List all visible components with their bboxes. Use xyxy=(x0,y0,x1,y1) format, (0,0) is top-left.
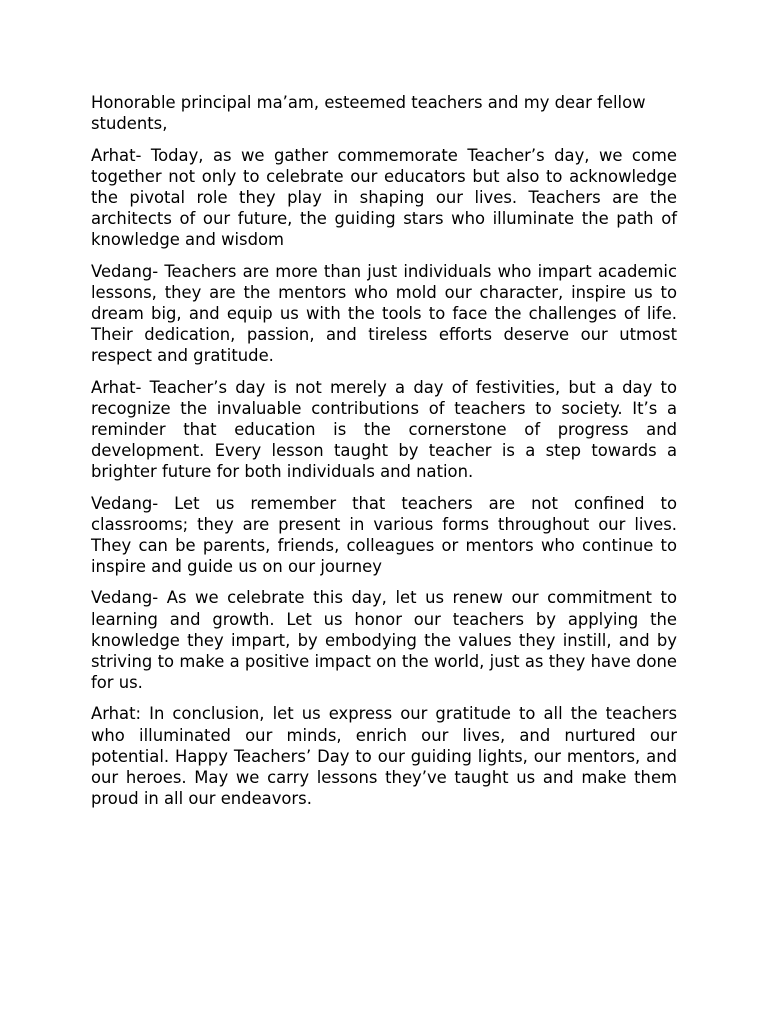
vedang-commitment-paragraph: Vedang- As we celebrate this day, let us renew our commitment to learning and growth. Let us honor our teachers by applying the knowledge they impart, by embodying the values they instill, and by striving to make a positive impact on the world, just as they have done for us. xyxy=(91,588,677,692)
document-page xyxy=(91,92,677,819)
arhat-festivities-paragraph: Arhat- Teacher’s day is not merely a day of festivities, but a day to recognize the invaluable contributions of teachers to society. It’s a reminder that education is the cornerstone of progress and development. Every lesson taught by teacher is a step towards a brighter future for both individuals and nation. xyxy=(91,377,677,481)
vedang-classrooms-paragraph: Vedang- Let us remember that teachers are not confined to classrooms; they are present in various forms throughout our lives. They can be parents, friends, colleagues or mentors who continue to inspire and guide us on our journey xyxy=(91,493,677,576)
arhat-opening-paragraph: Arhat- Today, as we gather commemorate Teacher’s day, we come together not only to celebrate our educators but also to acknowledge the pivotal role they play in shaping our lives. Teachers are the architects of our future, the guiding stars who illuminate the path of knowledge and wisdom xyxy=(91,145,677,250)
arhat-conclusion-paragraph: Arhat: In conclusion, let us express our gratitude to all the teachers who illuminated our minds, enrich our lives, and nurtured our potential. Happy Teachers’ Day to our guiding lights, our mentors, and our heroes. May we carry lessons they’ve taught us and make them proud in all our endeavors. xyxy=(91,704,677,808)
salutation-paragraph: Honorable principal ma’am, esteemed teachers and my dear fellow students, xyxy=(91,93,646,134)
vedang-mentors-paragraph: Vedang- Teachers are more than just individuals who impart academic lessons, they are the mentors who mold our character, inspire us to dream big, and equip us with the tools to face the challenges of life. Their dedication, passion, and tireless efforts deserve our utmost respect and gratitude. xyxy=(91,261,677,366)
